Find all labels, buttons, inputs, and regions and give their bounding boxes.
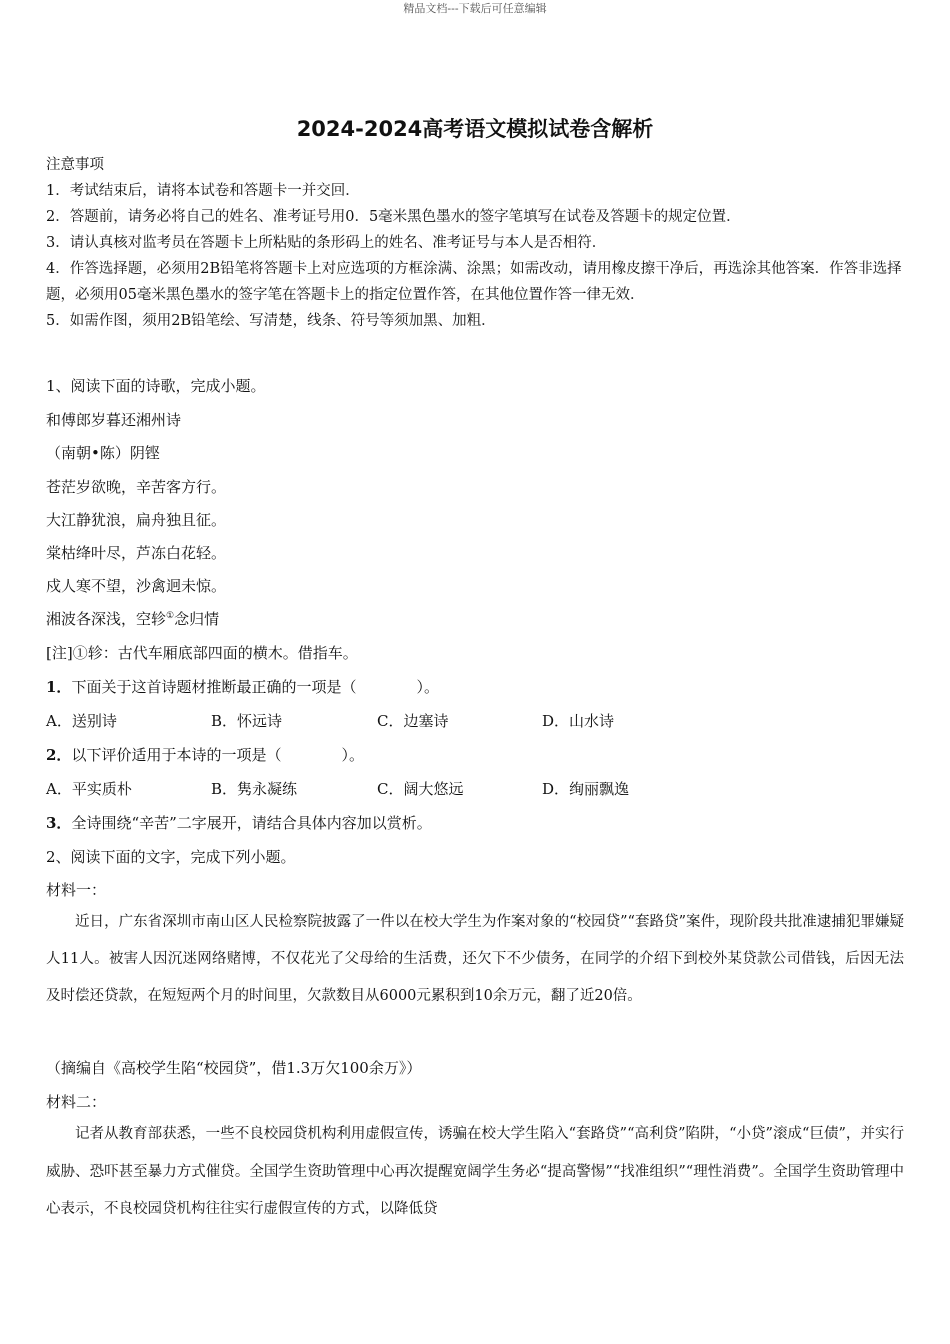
notice-item: 5．如需作图，须用2B铅笔绘、写清楚，线条、符号等须加黑、加粗． [46,313,496,329]
poem-last-line-b: 念归情 [174,610,220,628]
poem-author: （南朝•陈）阴铿 [46,444,160,462]
option-d[interactable]: D．山水诗 [542,712,615,730]
notice-section [46,152,906,334]
option-c[interactable]: C．阔大悠远 [377,780,464,798]
sub-question-text: 以下评价适用于本诗的一项是（ ）。 [71,746,364,764]
poem-last-line-a: 湘波各深浅，空轸 [46,610,167,628]
poem-line: 大江静犹浪，扁舟独且征。 [46,511,227,529]
option-d[interactable]: D．绚丽飘逸 [542,780,630,798]
option-c[interactable]: C．边塞诗 [377,712,449,730]
sub-question-2 [46,744,364,765]
sub-question-number: 1． [46,678,72,696]
poem-note: [注]①轸：古代车厢底部四面的横木。借指车。 [46,644,358,662]
sub-question-number: 3． [46,814,72,832]
material-2-label: 材料二： [46,1093,107,1111]
material-1-label: 材料一： [46,881,107,899]
option-a[interactable]: A．送别诗 [46,712,117,730]
option-b[interactable]: B．怀远诗 [211,712,283,730]
poem-line [46,608,219,629]
material-2-text: 记者从教育部获悉，一些不良校园贷机构利用虚假宣传，诱骗在校大学生陷入“套路贷”“高利贷”陷阱，“小贷”滚成“巨债”，并实行威胁、恐吓甚至暴力方式催贷。全国学生资助管理中心再次提醒宽阔学生务必“提高警惕”“找准组织”“理性消费”。全国学生资助管理中心表示，不良校园贷机构往往实行虚假宣传的方式，以降低贷 [46,1126,904,1217]
document-title: 2024-2024高考语文模拟试卷含解析 [296,117,654,141]
option-a[interactable]: A．平实质朴 [46,780,132,798]
notice-item: 3．请认真核对监考员在答题卡上所粘贴的条形码上的姓名、准考证号与本人是否相符． [46,235,607,251]
poem-title: 和傅郎岁暮还湘州诗 [46,411,182,429]
sub-question-3 [46,812,432,833]
material-1-source: （摘编自《高校学生陷“校园贷”，借1.3万欠100余万》） [46,1059,422,1077]
page-header: 精品文档---下载后可任意编辑 [403,2,547,15]
option-b[interactable]: B．隽永凝练 [211,780,298,798]
notice-heading: 注意事项 [46,157,104,173]
notice-item: 4．作答选择题，必须用2B铅笔将答题卡上对应选项的方框涂满、涂黑；如需改动，请用橡皮擦干净后，再选涂其他答案．作答非选择题，必须用05毫米黑色墨水的签字笔在答题卡上的指定位置作答，在其他位置作答一律无效． [46,261,902,303]
options-row-1 [46,710,614,731]
poem-line: 戍人寒不望，沙禽迥未惊。 [46,577,227,595]
footnote-marker: ① [166,611,175,621]
notice-item: 1．考试结束后，请将本试卷和答题卡一并交回． [46,183,360,199]
sub-question-text: 全诗围绕“辛苦”二字展开，请结合具体内容加以赏析。 [71,814,432,832]
notice-item: 2．答题前，请务必将自己的姓名、准考证号用0．5毫米黑色墨水的签字笔填写在试卷及答题卡的规定位置． [46,209,741,225]
options-row-2 [46,778,629,799]
sub-question-number: 2． [46,746,72,764]
sub-question-1 [46,676,439,697]
poem-line: 苍茫岁欲晚，辛苦客方行。 [46,478,227,496]
question-2-intro: 2、阅读下面的文字，完成下列小题。 [46,848,296,866]
poem-line: 棠枯绛叶尽，芦冻白花轻。 [46,544,227,562]
question-1-intro: 1、阅读下面的诗歌，完成小题。 [46,377,266,395]
sub-question-text: 下面关于这首诗题材推断最正确的一项是（ ）。 [71,678,439,696]
material-1-text: 近日，广东省深圳市南山区人民检察院披露了一件以在校大学生为作案对象的“校园贷”“套路贷”案件，现阶段共批准逮捕犯罪嫌疑人11人。被害人因沉迷网络赌博，不仅花光了父母给的生活费，还欠下不少债务，在同学的介绍下到校外某贷款公司借钱，后因无法及时偿还贷款，在短短两个月的时间里，欠款数目从6000元累积到10余万元，翻了近20倍。 [46,914,904,1004]
